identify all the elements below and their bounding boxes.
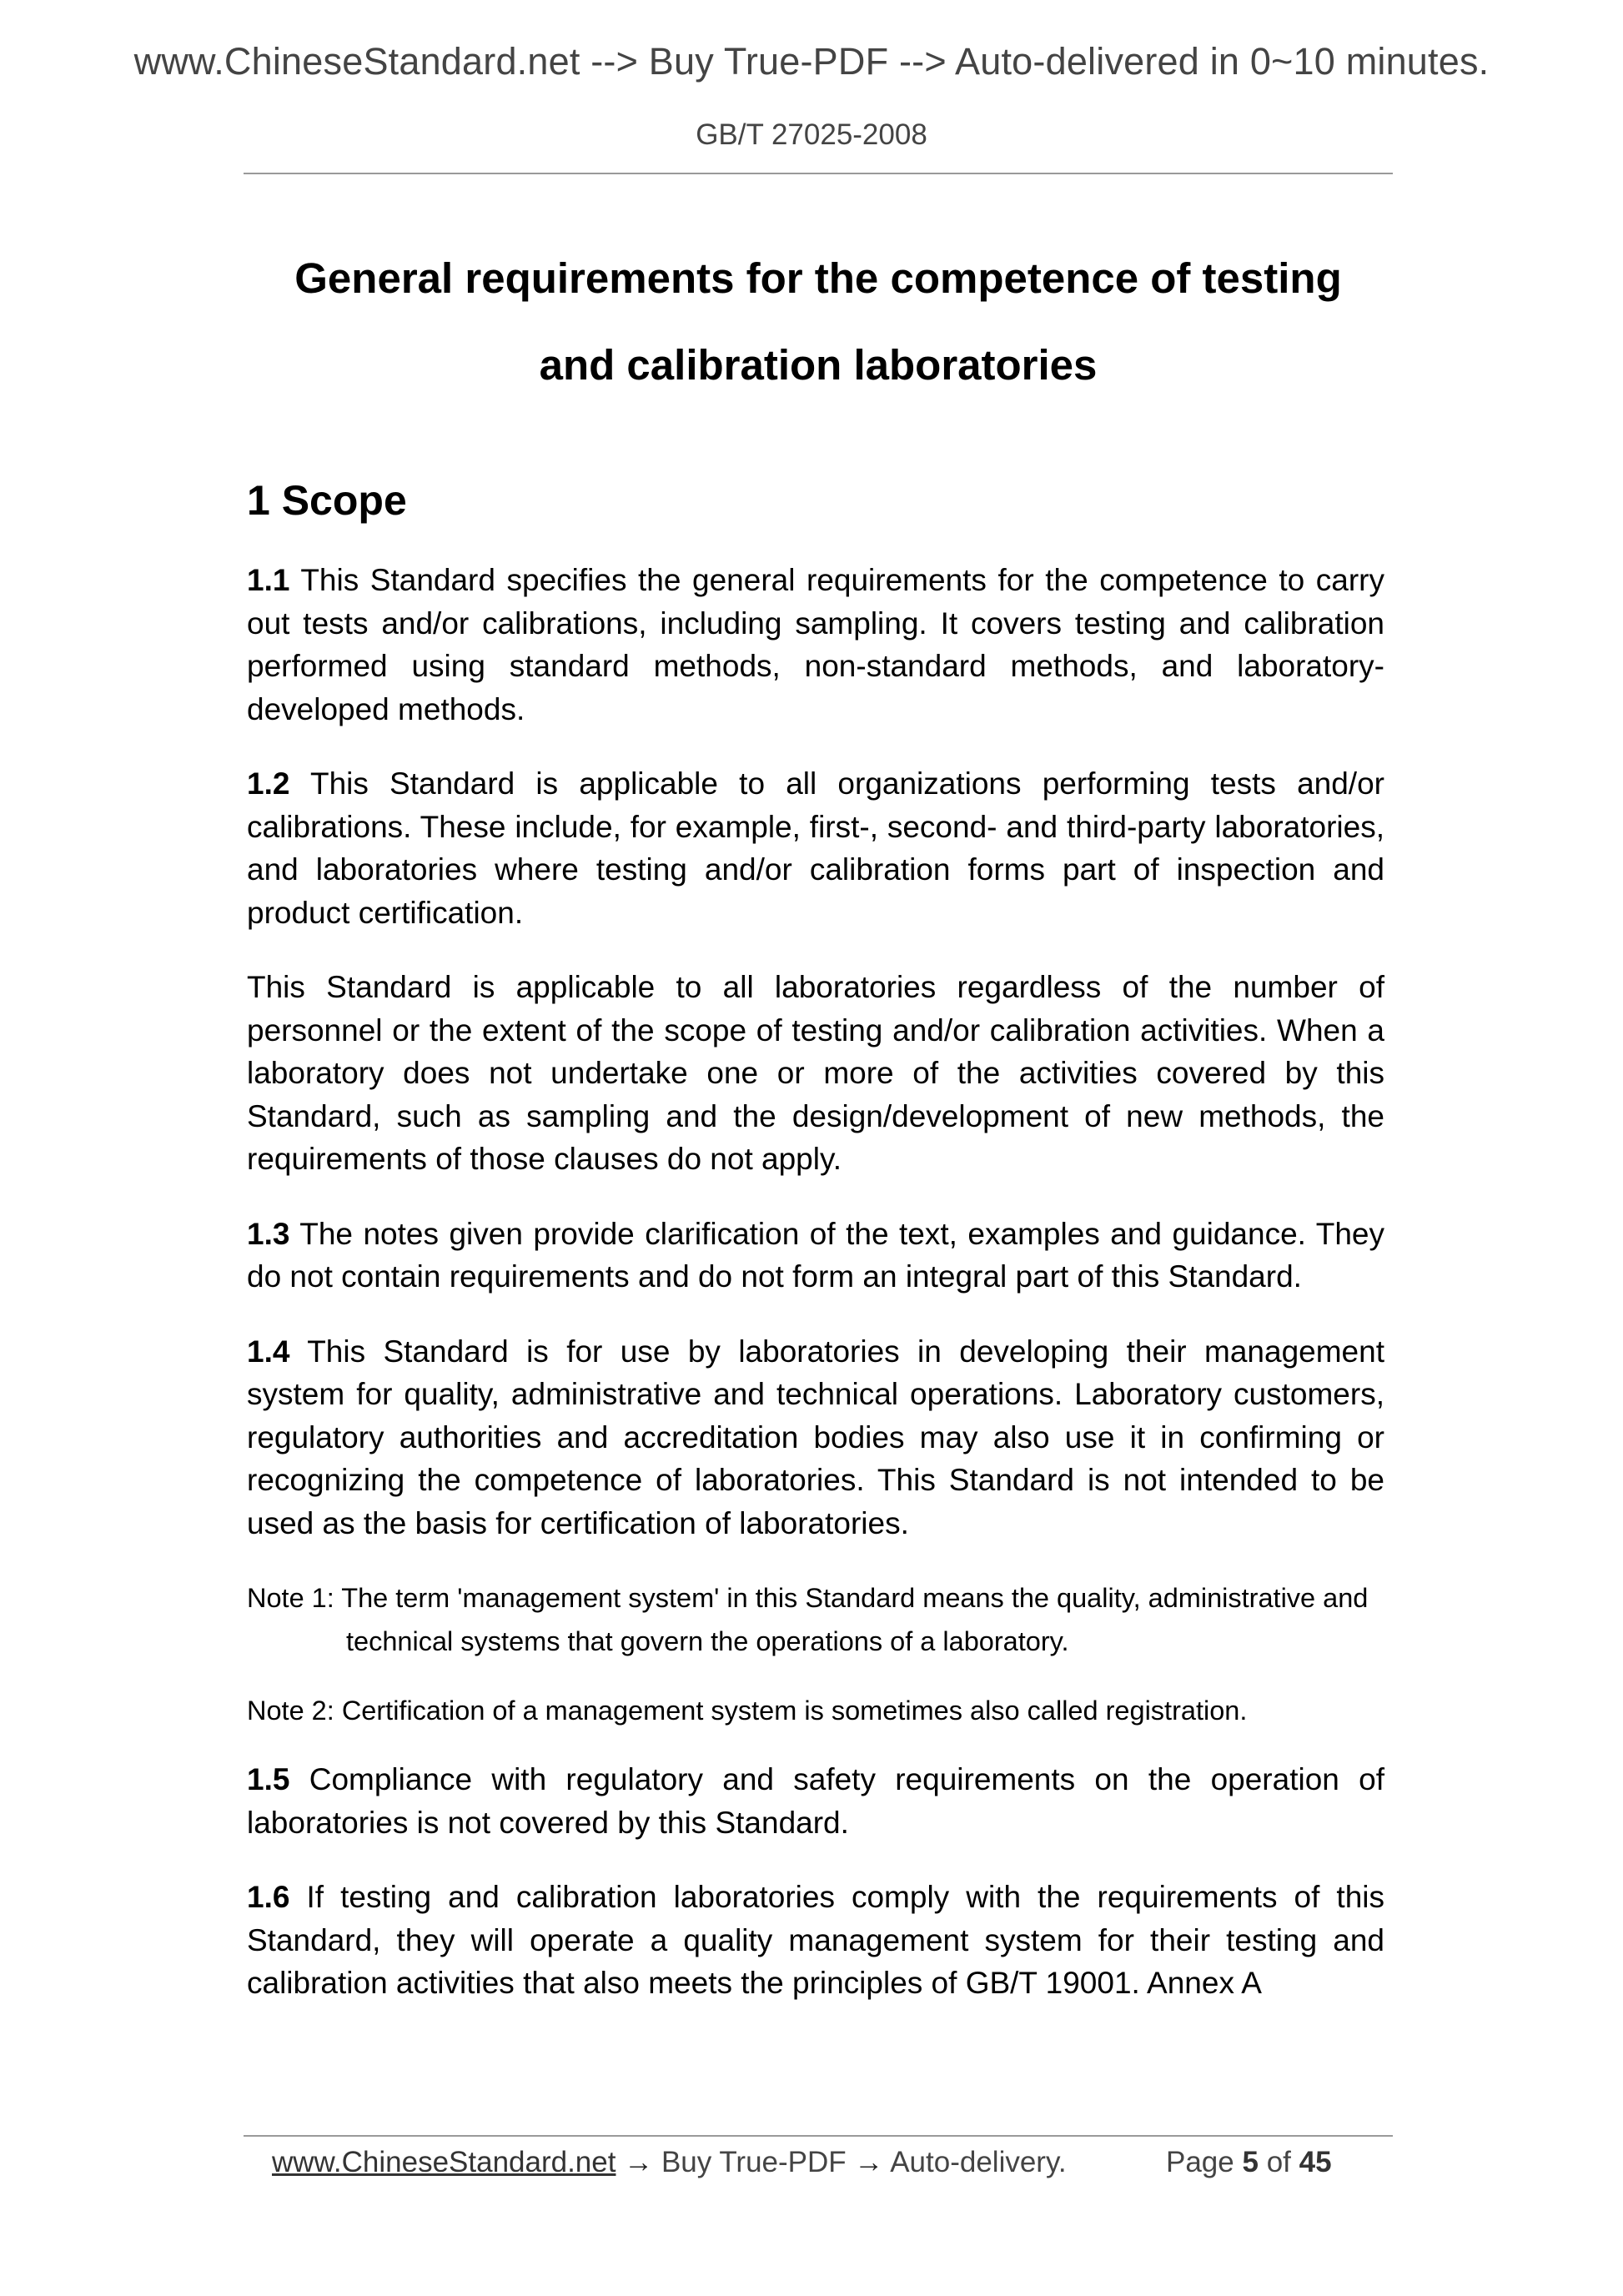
clause-number: 1.2 [247, 766, 290, 801]
arrow-right-icon: → [624, 2146, 654, 2178]
clause-text: Compliance with regulatory and safety requirements on the operation of laboratories is not covered by this Standard. [247, 1762, 1384, 1840]
clause-text: This Standard is for use by laboratories in developing their management system for quality, administrative and technical operations. Laboratory customers, regulatory authorities and accreditation bodies may also use it in confirming or recognizing the competence of laboratories. This Standard is not intended to be used as the basis for certification of laboratories. [247, 1334, 1384, 1540]
header-divider [244, 173, 1393, 174]
arrow-right-icon: → [854, 2146, 884, 2178]
footer-site-link[interactable]: www.ChineseStandard.net [272, 2146, 616, 2178]
clause-text: This Standard is applicable to all organizations performing tests and/or calibrations. These include, for example, first-, second- and third-party laboratories, and laboratories where testing and/or calibration forms part of inspection and product certification. [247, 766, 1384, 930]
clause-number: 1.4 [247, 1334, 290, 1369]
section-heading-scope: 1 Scope [247, 477, 407, 524]
page-total: 45 [1299, 2146, 1332, 2178]
footer-buy-text: Buy True-PDF [661, 2146, 847, 2178]
standard-code: GB/T 27025-2008 [696, 118, 927, 151]
clause-1-4 [247, 1330, 1384, 1545]
clause-1-1 [247, 559, 1384, 731]
clause-number: 1.1 [247, 563, 290, 597]
document-body [247, 474, 1384, 2037]
clause-1-3 [247, 1213, 1384, 1299]
clause-text: If testing and calibration laboratories comply with the requirements of this Standard, they will operate a quality management system for their testing and calibration activities that also meets the principles of GB/T 19001. Annex A [247, 1880, 1384, 2000]
page-footer [272, 2138, 1364, 2188]
document-title-line-1: General requirements for the competence of testing [294, 254, 1342, 302]
clause-1-2 [247, 762, 1384, 934]
clause-1-5 [247, 1758, 1384, 1844]
clause-number: 1.5 [247, 1762, 290, 1796]
clause-text: The notes given provide clarification of the text, examples and guidance. They do not contain requirements and do not form an integral part of this Standard. [247, 1216, 1384, 1294]
page-label: Page [1166, 2146, 1234, 2178]
page-of: of [1266, 2146, 1291, 2178]
page-current: 5 [1242, 2146, 1259, 2178]
document-title-line-2: and calibration laboratories [539, 341, 1098, 389]
note-2: Note 2: Certification of a management system is sometimes also called registration. [247, 1696, 1248, 1726]
clause-1-2-continued: This Standard is applicable to all laboratories regardless of the number of personnel or the extent of the scope of testing and/or calibration activities. When a laboratory does not undertake one or more of the activities covered by this Standard, such as sampling and the design/development of new methods, the requirements of those clauses do not apply. [247, 970, 1384, 1176]
note-1: Note 1: The term 'management system' in this Standard means the quality, administrative and technical systems that govern the operations of a laboratory. [247, 1583, 1369, 1656]
clause-1-6 [247, 1876, 1384, 2005]
clause-text: This Standard specifies the general requirements for the competence to carry out tests and/or calibrations, including sampling. It covers testing and calibration performed using standard methods, non-standard methods, and laboratory-developed methods. [247, 563, 1384, 726]
footer-delivery-text: Auto-delivery. [890, 2146, 1067, 2178]
clause-number: 1.6 [247, 1880, 290, 1914]
page-indicator [1166, 2138, 1332, 2188]
footer-divider [244, 2135, 1393, 2137]
clause-number: 1.3 [247, 1216, 290, 1251]
site-banner: www.ChineseStandard.net --> Buy True-PDF --> Auto-delivered in 0~10 minutes. [133, 40, 1490, 83]
document-title [244, 235, 1393, 409]
